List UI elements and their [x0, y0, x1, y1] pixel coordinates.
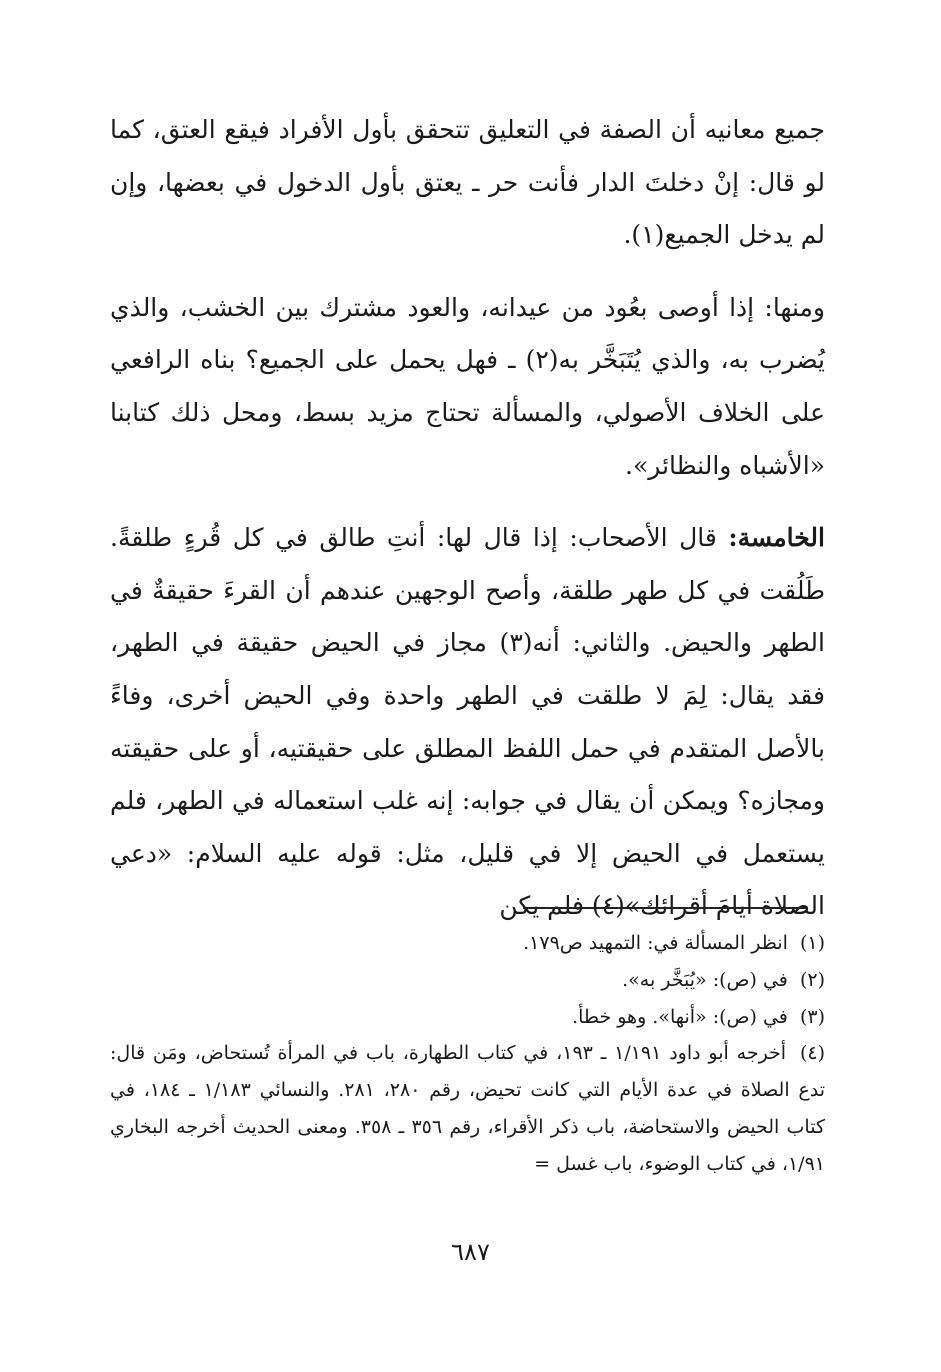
footnotes — [110, 925, 825, 1183]
footnote-2-text: في (ص): «يُبَخَّر به». — [622, 968, 788, 991]
footnote-4-text: أخرجه أبو داود ١/١٩١ ـ ١٩٣، في كتاب الطهارة، باب في المرأة تُستحاض، ومَن قال: تدع الصلاة في عدة الأيام التي كانت تحيض، رقم ٢٨٠، ٢٨١. والنسائي ١/١٨٣ ـ ١٨٤، في كتاب الحيض والاستحاضة، باب ذكر الأقراء، رقم ٣٥٦ ـ ٣٥٨. ومعنى الحديث أخرجه البخاري ١/٩١، في كتاب الوضوء، باب غسل = — [110, 1042, 825, 1175]
footnote-3 — [110, 999, 825, 1036]
paragraph-1 — [110, 104, 825, 262]
paragraph-2-text: ومنها: إذا أوصى بعُود من عيدانه، والعود مشترك بين الخشب، والذي يُضرب به، والذي يُتَبَخَّر به(٢) ـ فهل يحمل على الجميع؟ بناه الرافعي على الخلاف الأصولي، والمسألة تحتاج مزيد بسط، ومحل ذلك كتابنا «الأشباه والنظائر». — [110, 292, 825, 480]
paragraph-1-text: جميع معانيه أن الصفة في التعليق تتحقق بأول الأفراد فيقع العتق، كما لو قال: إنْ دخلتَ الدار فأنت حر ـ يعتق بأول الدخول في بعضها، وإن لم يدخل الجميع(١). — [110, 115, 825, 250]
paragraph-3 — [110, 512, 825, 933]
footnote-4-number: (٤) — [799, 1042, 825, 1065]
footnote-2-number: (٢) — [799, 968, 825, 991]
footnote-4 — [110, 1035, 825, 1182]
main-text — [110, 104, 825, 933]
footnote-1 — [110, 925, 825, 962]
footnote-2 — [110, 962, 825, 999]
footnote-divider — [523, 907, 806, 909]
page-number: ٦٨٧ — [451, 1238, 490, 1266]
paragraph-2 — [110, 282, 825, 492]
footnote-1-text: انظر المسألة في: التمهيد ص١٧٩. — [523, 932, 788, 954]
footnote-3-text: في (ص): «أنها». وهو خطأ. — [572, 1005, 788, 1028]
paragraph-3-text: قال الأصحاب: إذا قال لها: أنتِ طالق في كل قُرءٍ طلقةً. طَلُقت في كل طهر طلقة، وأصح الوجهين عندهم أن القرءَ حقيقةٌ في الطهر والحيض. والثاني: أنه(٣) مجاز في الحيض حقيقة في الطهر، فقد يقال: لِمَ لا طلقت في الطهر واحدة وفي الحيض أخرى، وفاءً بالأصل المتقدم في حمل اللفظ المطلق على حقيقتيه، أو على حقيقته ومجازه؟ ويمكن أن يقال في جوابه: إنه غلب استعماله في الطهر، فلم يستعمل في الحيض إلا في قليل، مثل: قوله عليه السلام: «دعي الصلاة أيامَ أقرائك»(٤) فلم يكن — [110, 523, 825, 921]
footnote-1-number: (١) — [799, 932, 825, 954]
paragraph-3-heading: الخامسة: — [728, 523, 825, 553]
footnote-3-number: (٣) — [799, 1005, 825, 1028]
